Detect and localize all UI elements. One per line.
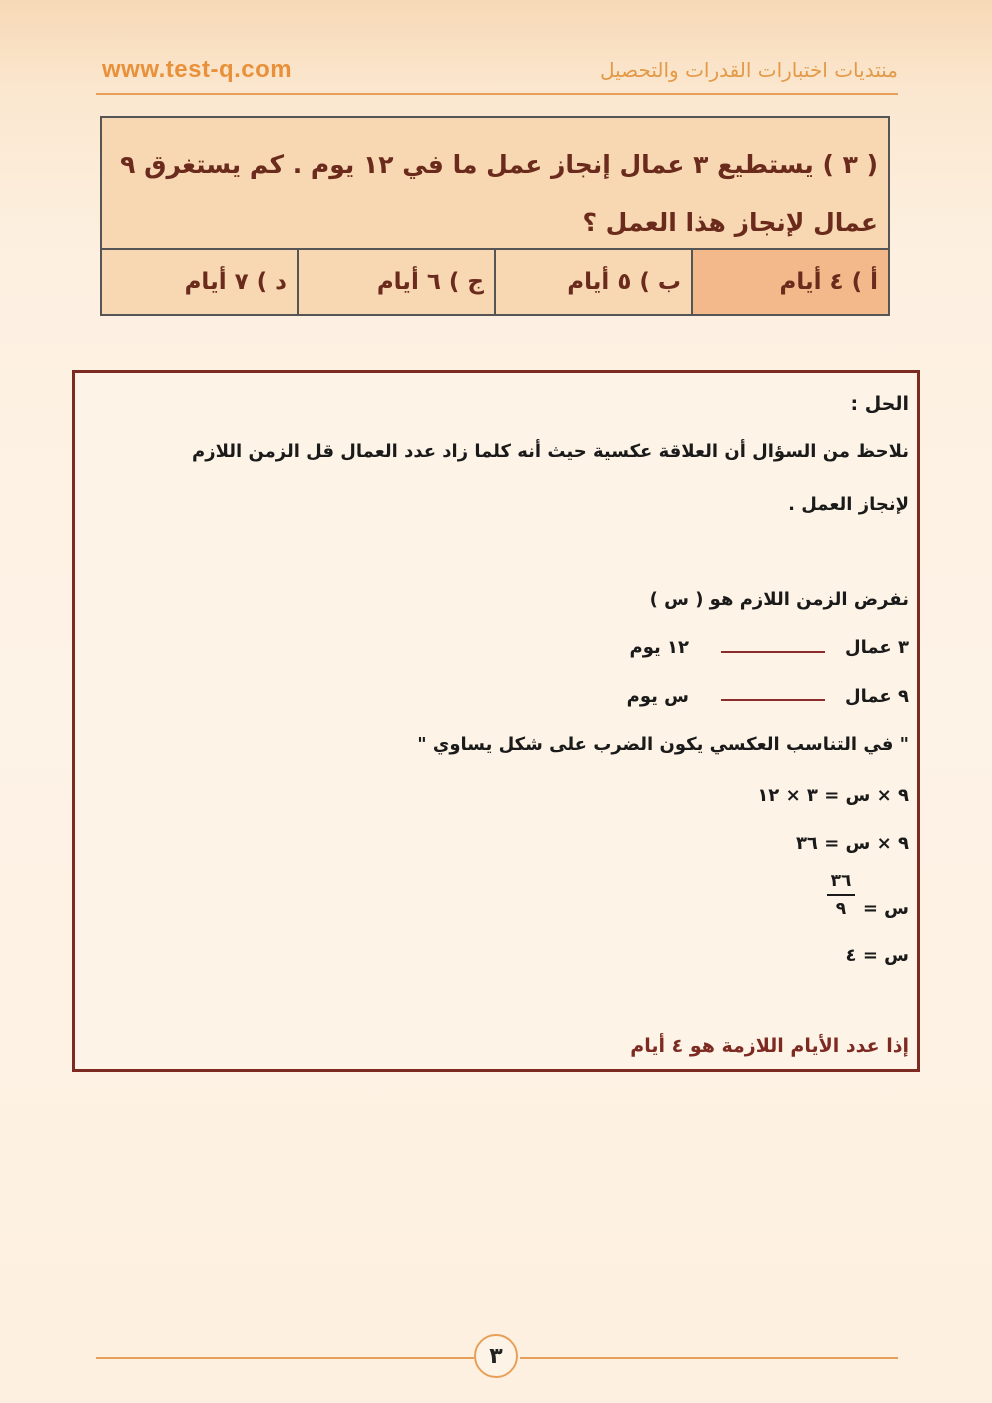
fraction-denominator: ٩	[835, 898, 847, 919]
equation-4: س = ٤	[845, 945, 909, 966]
page-number: ٣	[474, 1334, 518, 1378]
choice-b[interactable]: ب ) ٥ أيام	[494, 250, 691, 314]
site-url: www.test-q.com	[102, 56, 293, 83]
question-box	[100, 116, 890, 316]
solution-line-1: نلاحظ من السؤال أن العلاقة عكسية حيث أنه كلما زاد عدد العمال قل الزمن اللازم	[192, 441, 909, 462]
site-name: منتديات اختبارات القدرات والتحصيل	[599, 58, 898, 82]
footer-divider-left	[96, 1357, 474, 1359]
row2-days: س يوم	[626, 686, 689, 707]
solution-line-2: لإنجاز العمل .	[788, 494, 909, 515]
solution-box	[72, 370, 920, 1072]
equation-1: ٩ × س = ٣ × ١٢	[757, 785, 909, 806]
equation-2: ٩ × س = ٣٦	[795, 833, 909, 854]
row2-workers: ٩ عمال	[844, 686, 909, 707]
header-divider	[96, 93, 898, 95]
equation-3-lhs: س =	[862, 898, 909, 919]
assumption-text: نفرض الزمن اللازم هو ( س )	[649, 589, 909, 610]
row2-dash	[721, 699, 825, 701]
choice-c[interactable]: ج ) ٦ أيام	[297, 250, 494, 314]
choice-d[interactable]: د ) ٧ أيام	[184, 269, 287, 295]
fraction-numerator: ٣٦	[830, 871, 852, 891]
answer-choices	[102, 250, 888, 314]
choice-a[interactable]: أ ) ٤ أيام	[691, 250, 888, 314]
row1-dash	[721, 651, 825, 653]
conclusion-text: إذا عدد الأيام اللازمة هو ٤ أيام	[630, 1035, 909, 1057]
inverse-rule: " في التناسب العكسي يكون الضرب على شكل يساوي "	[417, 734, 909, 755]
solution-heading: الحل :	[850, 393, 909, 415]
row1-workers: ٣ عمال	[844, 637, 909, 658]
row1-days: ١٢ يوم	[629, 637, 689, 658]
footer-divider-right	[520, 1357, 898, 1359]
question-text: ( ٣ ) يستطيع ٣ عمال إنجاز عمل ما في ١٢ يوم . كم يستغرق ٩ عمال لإنجاز هذا العمل ؟	[102, 118, 888, 250]
fraction-36-over-9	[827, 871, 855, 919]
fraction-bar	[827, 894, 855, 896]
